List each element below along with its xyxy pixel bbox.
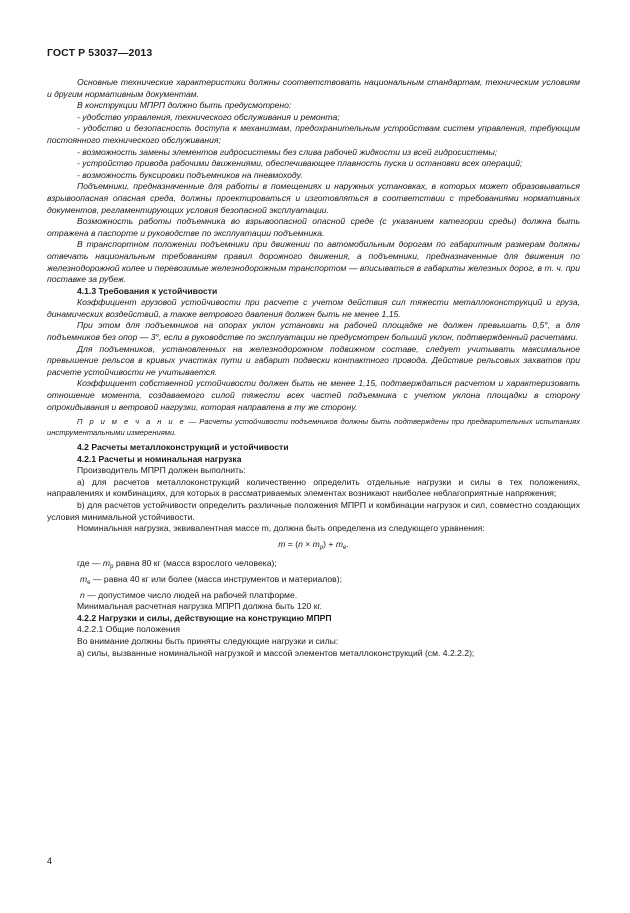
list-item: а) силы, вызванные номинальной нагрузкой и массой элементов металлоконструкций (см. 4.2.2.2);	[77, 647, 475, 658]
page-number: 4	[47, 856, 53, 866]
paragraph: Для подъемников, установленных на железнодорожном подвижном составе, следует учитывать максимальное превышение рельсов в кривых участках пути и габарит подвески контактного провода. Действие рельсовых захватов при расчете устойчивости не учитывается.	[47, 343, 580, 377]
paragraph: Возможность работы подъемника во взрывоопасной опасной среде (с указанием категории среды) должна быть отражена в паспорте и руководстве по эксплуатации подъемника.	[47, 216, 580, 238]
paragraph: Во внимание должны быть приняты следующие нагрузки и силы:	[77, 635, 339, 646]
list-item: - возможность замены элементов гидросистемы без слива рабочей жидкости из всей гидросистемы;	[77, 146, 498, 157]
subsection-heading: 4.2.2 Нагрузки и силы, действующие на конструкцию МПРП	[77, 612, 332, 623]
paragraph: Коэффициент грузовой устойчивости при расчете с учетом действия сил тяжести металлоконструкций и груза, динамических воздействий, а также ветрового давления должен быть не менее 1,15.	[47, 297, 580, 319]
list-item: b) для расчетов устойчивости определить различные положения МПРП и комбинации нагрузок и сил, совместно создающих условия минимальной устойчивости.	[47, 500, 580, 522]
paragraph: Производитель МПРП должен выполнить:	[77, 465, 246, 476]
paragraph: Основные технические характеристики должны соответствовать национальным стандартам, техническим условиям и другим нормативным документам.	[47, 77, 580, 99]
paragraph: Минимальная расчетная нагрузка МПРП должна быть 120 кг.	[77, 601, 322, 612]
list-item: - устройство привода рабочими движениями, обеспечивающее плавность пуска и остановки всех операций;	[77, 158, 523, 169]
list-item: - возможность буксировки подъемников на пневмоходу.	[77, 169, 303, 180]
formula: $m = (n \times m_p) + m_e$.	[278, 538, 349, 551]
paragraph: В транспортном положении подъемники при движении по автомобильным дорогам по габаритным размерам должны отвечать национальным требованиям правил дорожного движения, а подъемники, предназначенные для движения по железнодорожной колее и перевозимые железнодорожным транспортом — вписываться в габариты железных дорог, в т. ч. при поставке за рубеж.	[47, 239, 580, 285]
paragraph: Подъемники, предназначенные для работы в помещениях и наружных установках, в которых может образовываться взрывоопасная опасная среда, должны проектироваться и изготовляться в соответствии с требованиями нормативных документов, регламентирующих условия безопасной эксплуатации.	[47, 181, 580, 215]
paragraph: Коэффициент собственной устойчивости должен быть не менее 1,15, подтверждаться расчетом и характеризовать отношение момента, создаваемого силой тяжести всех частей подъемника с учетом уклона площадки в сторону опрокидывания и ветровой нагрузки, которая направлена в ту же сторону.	[47, 378, 580, 412]
list-item: - удобство управления, технического обслуживания и ремонта;	[77, 111, 340, 122]
paragraph: 4.2.2.1 Общие положения	[77, 624, 181, 635]
list-item: - удобство и безопасность доступа к механизмам, предохранительным устройствам систем управления, требующим постоянного технического обслуживания;	[47, 123, 580, 145]
formula-legend-row: n — допустимое число людей на рабочей платформе.	[80, 589, 298, 600]
note-text: — Расчеты устойчивости подъемников должны быть подтверждены при предварительных испытаниях инструментальными измерениями.	[47, 417, 580, 437]
subsection-heading: 4.2.1 Расчеты и номинальная нагрузка	[77, 453, 242, 464]
paragraph: Номинальная нагрузка, эквивалентная массе m, должна быть определена из следующего уравнения:	[77, 523, 485, 534]
paragraph: При этом для подъемников на опорах уклон установки на рабочей площадке не должен превышать 0,5°, а для подъемников без опор — 3°, если в руководстве по эксплуатации не предусмотрен больший уклон, подтвержденный расчетами.	[47, 320, 580, 343]
document-body	[47, 77, 580, 659]
list-item: a) для расчетов металлоконструкций количественно определить отдельные нагрузки и силы в тех положениях, направлениях и комбинациях, для которых в рассматриваемых элементах возникают наиболее неблагоприятные напряжения;	[47, 476, 580, 499]
formula-legend-row: $m_e$ — равна 40 кг или более (масса инструментов и материалов);	[80, 573, 342, 586]
note	[47, 417, 580, 438]
note-label: П р и м е ч а н и е	[77, 417, 186, 427]
section-heading: 4.1.3 Требования к устойчивости	[77, 285, 218, 296]
paragraph: В конструкции МПРП должно быть предусмотрено:	[77, 100, 292, 111]
page-header-standard: ГОСТ Р 53037—2013	[47, 47, 153, 59]
section-heading: 4.2 Расчеты металлоконструкций и устойчивости	[77, 442, 289, 453]
formula-legend-row: где — $m_p$ равна 80 кг (масса взрослого человека);	[77, 558, 277, 571]
